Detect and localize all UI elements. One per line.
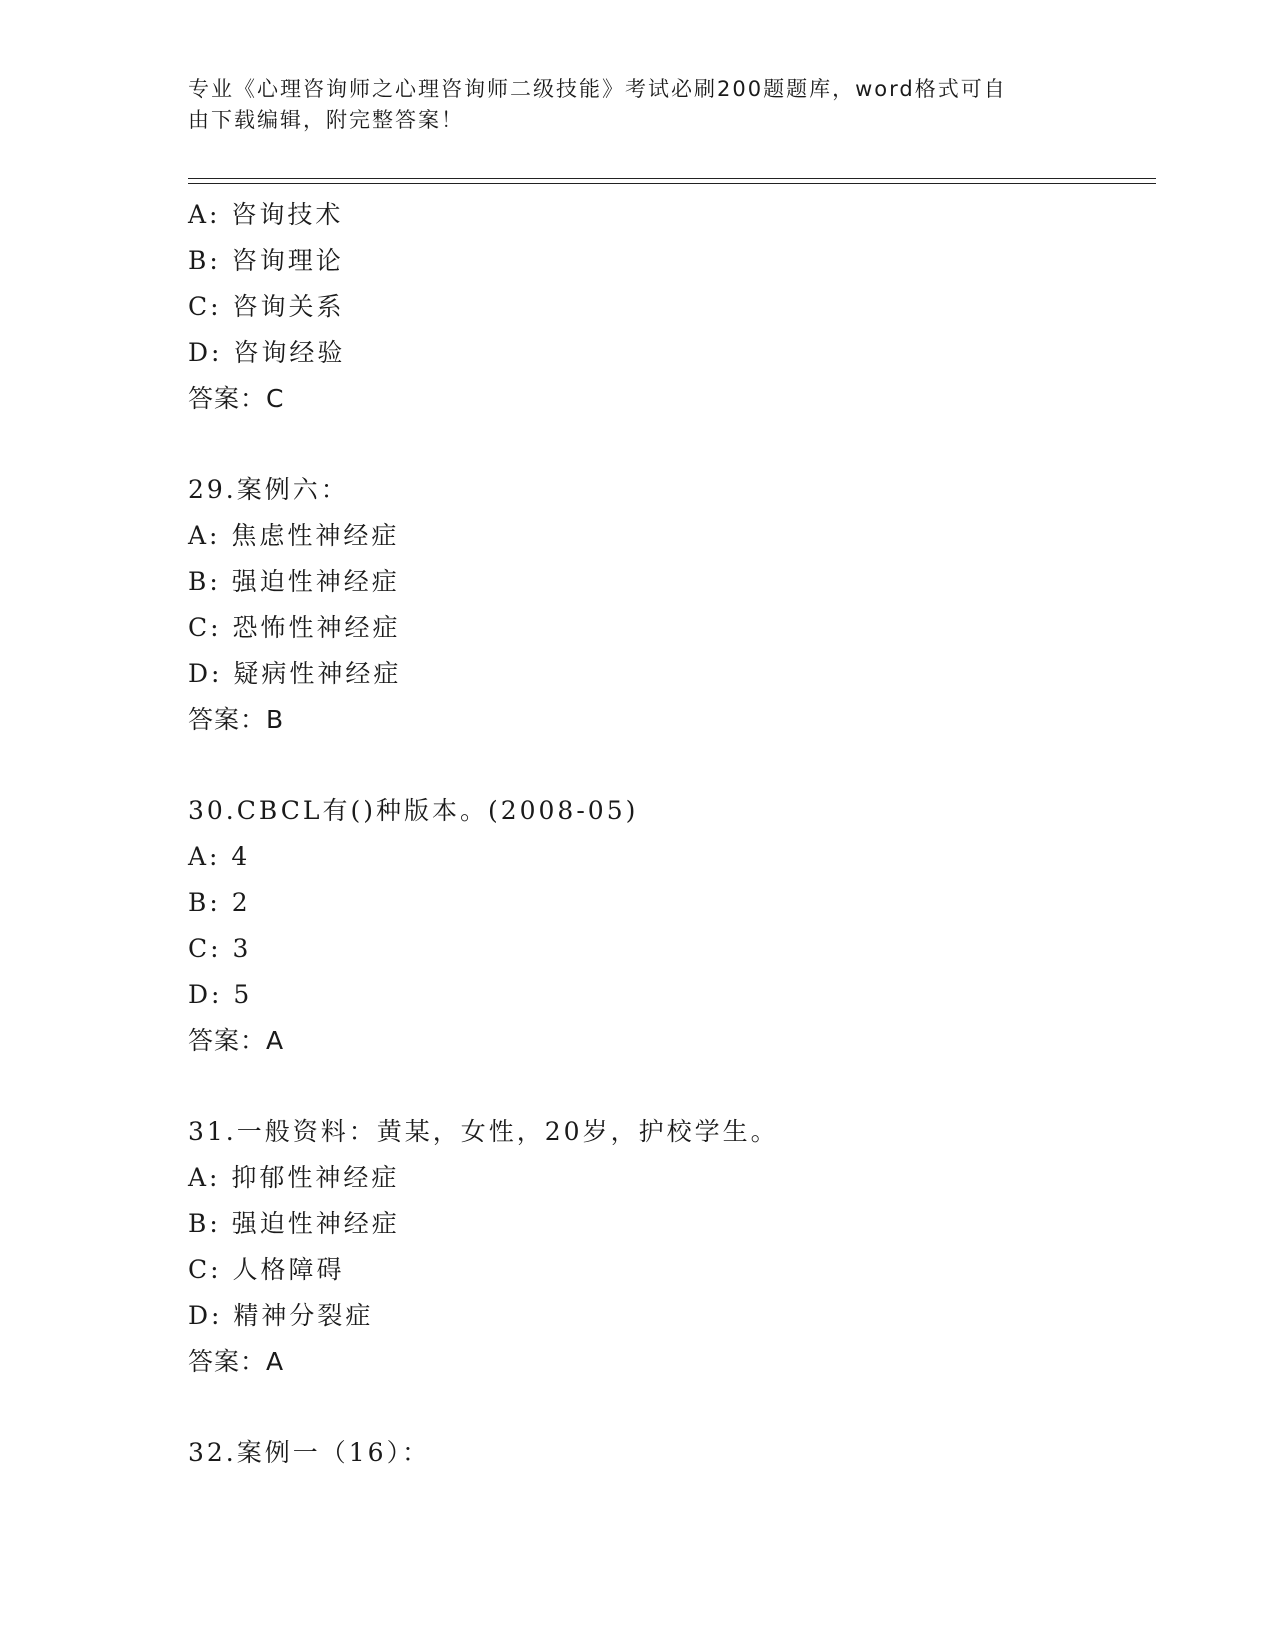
option-c: C: 人格障碍 [188, 1255, 345, 1284]
option-b: B: 强迫性神经症 [188, 567, 400, 596]
answer-label: 答案：A [188, 1347, 285, 1376]
option-d: D: 5 [188, 980, 253, 1009]
question-text: 29.案例六： [188, 475, 349, 504]
answer-label: 答案：A [188, 1026, 285, 1055]
question-text: 30.CBCL有()种版本。(2008-05) [188, 796, 639, 825]
question-block-32 [188, 1430, 1148, 1476]
header-divider-top [188, 178, 1156, 179]
header-intro-line-1: 专业《心理咨询师之心理咨询师二级技能》考试必刷200题题库，word格式可自 [188, 77, 1007, 101]
spacer [188, 422, 1148, 467]
question-list [188, 192, 1148, 1476]
spacer [188, 1385, 1148, 1430]
spacer [188, 1064, 1148, 1109]
document-header [188, 74, 1088, 136]
option-d: D: 疑病性神经症 [188, 659, 402, 688]
answer-label: 答案：C [188, 384, 285, 413]
answer-label: 答案：B [188, 705, 285, 734]
spacer [188, 743, 1148, 788]
option-b: B: 2 [188, 888, 251, 917]
option-c: C: 3 [188, 934, 252, 963]
option-a: A: 焦虑性神经症 [188, 521, 400, 550]
question-block-29 [188, 467, 1148, 743]
option-c: C: 恐怖性神经症 [188, 613, 401, 642]
option-a: A: 咨询技术 [188, 200, 344, 229]
option-c: C: 咨询关系 [188, 292, 345, 321]
option-d: D: 精神分裂症 [188, 1301, 374, 1330]
option-a: A: 抑郁性神经症 [188, 1163, 400, 1192]
question-block-31 [188, 1109, 1148, 1385]
question-block-28 [188, 192, 1148, 422]
question-block-30 [188, 788, 1148, 1064]
question-text: 31.一般资料：黄某，女性，20岁，护校学生。 [188, 1117, 779, 1146]
question-text: 32.案例一（16）： [188, 1438, 431, 1467]
header-divider-bottom [188, 183, 1156, 184]
option-b: B: 强迫性神经症 [188, 1209, 400, 1238]
option-b: B: 咨询理论 [188, 246, 344, 275]
option-d: D: 咨询经验 [188, 338, 346, 367]
option-a: A: 4 [188, 842, 251, 871]
header-intro-line-2: 由下载编辑，附完整答案！ [188, 108, 464, 132]
